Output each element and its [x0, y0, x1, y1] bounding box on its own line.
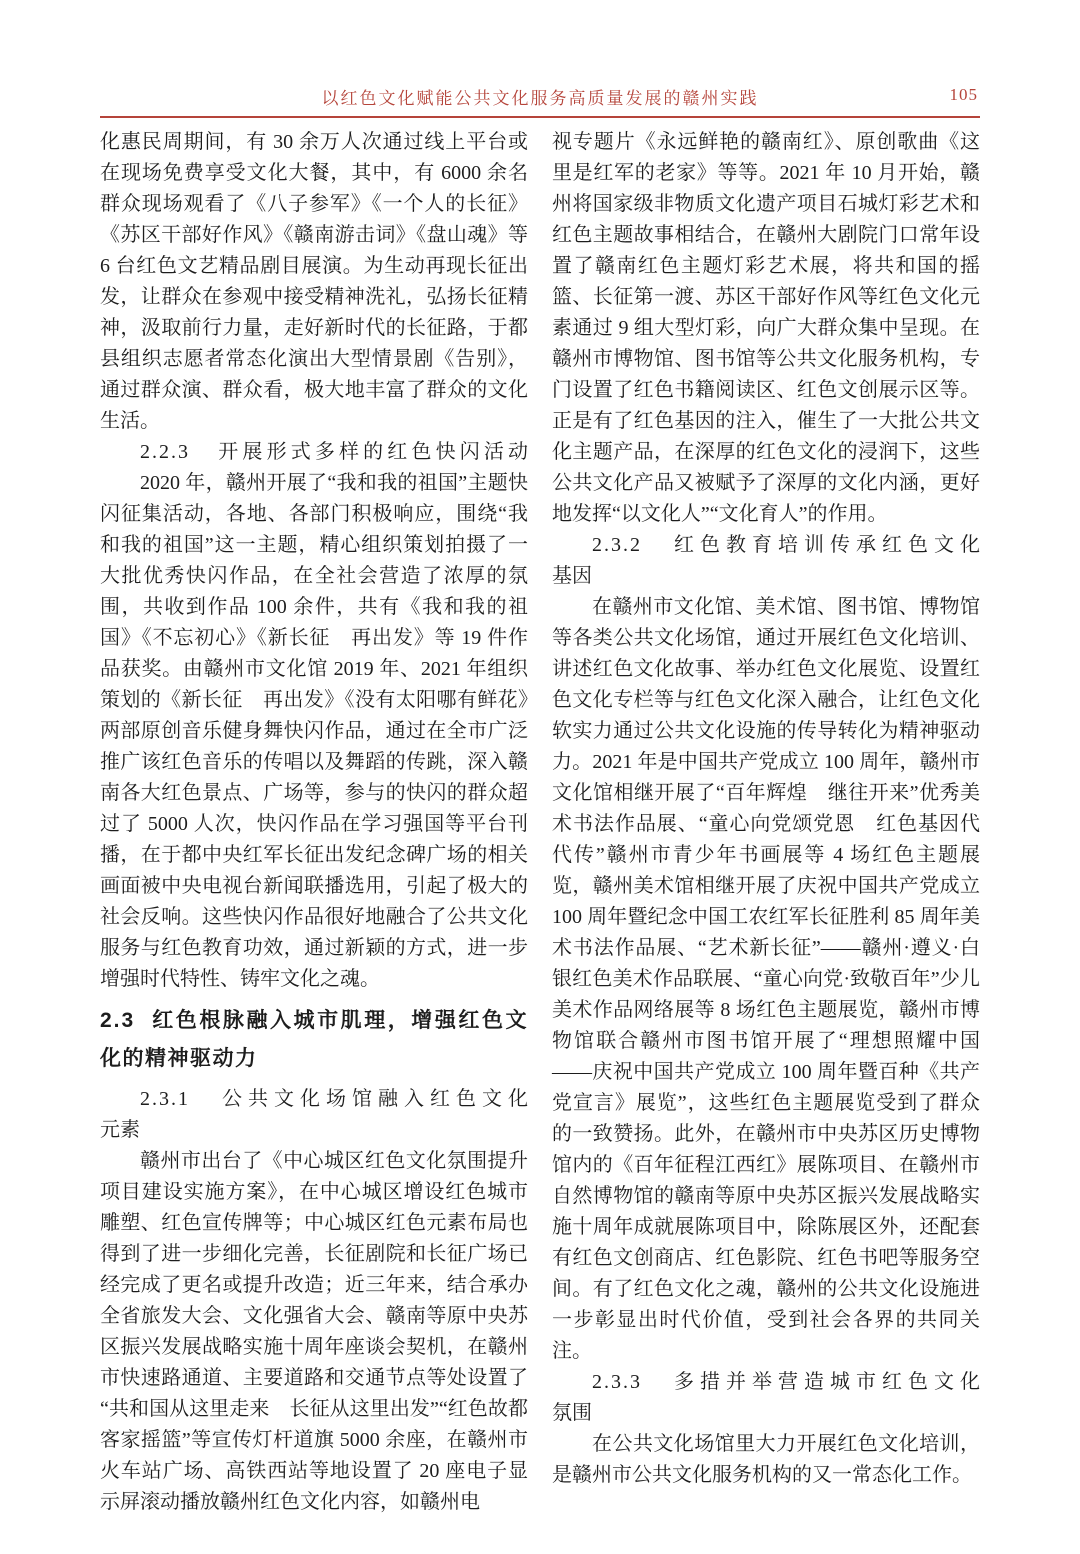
body-paragraph: 在公共文化场馆里大力开展红色文化培训，是赣州市公共文化服务机构的又一常态化工作。	[552, 1433, 980, 1486]
running-head-title: 以红色文化赋能公共文化服务高质量发展的赣州实践	[321, 89, 759, 108]
subsection-heading	[100, 437, 528, 468]
page-header	[100, 84, 980, 110]
subsection-number: 2.3.2	[592, 534, 642, 556]
body-paragraph: 在赣州市文化馆、美术馆、图书馆、博物馆等各类公共文化场馆，通过开展红色文化培训、讲述红色文化故事、举办红色文化展览、设置红色文化专栏等与红色文化深入融合，让红色文化软实力通过公共文化设施的传导转化为精神驱动力。2021 年是中国共产党成立 100 周年，赣州市文化馆相继开展了“百年辉煌 继往开来”优秀美术书法作品展、“童心向党颂党恩 红色基因代代传”赣州市青少年书画展等 4 场红色主题展览，赣州美术馆相继开展了庆祝中国共产党成立 100 周年暨纪念中国工农红军长征胜利 85 周年美术书法作品展、“艺术新长征”——赣州·遵义·白银红色美术作品联展、“童心向党·致敬百年”少儿美术作品网络展等 8 场红色主题展览，赣州市博物馆联合赣州市图书馆开展了“理想照耀中国——庆祝中国共产党成立 100 周年暨百种《共产党宣言》展览”，这些红色主题展览受到了群众的一致赞扬。此外，在赣州市中央苏区历史博物馆内的《百年征程江西红》展陈项目、在赣州市自然博物馆的赣南等原中央苏区振兴发展战略实施十周年成就展陈项目中，除陈展区外，还配套有红色文创商店、红色影院、红色书吧等服务空间。有了红色文化之魂，赣州的公共文化设施进一步彰显出时代价值，受到社会各界的共同关注。	[552, 596, 980, 1362]
subsection-title-carry: 元素	[100, 1119, 140, 1141]
section-number: 2.3	[100, 1009, 136, 1032]
subsection-number: 2.3.3	[592, 1371, 642, 1393]
left-column	[100, 127, 548, 1518]
body-paragraph: 2020 年，赣州开展了“我和我的祖国”主题快闪征集活动，各地、各部门积极响应，围绕“我和我的祖国”这一主题，精心组织策划拍摄了一大批优秀快闪作品，在全社会营造了浓厚的氛围，共收到作品 100 余件，共有《我和我的祖国》《不忘初心》《新长征 再出发》等 19 件作品获奖。由赣州市文化馆 2019 年、2021 年组织策划的《新长征 再出发》《没有太阳哪有鲜花》两部原创音乐健身舞快闪作品，通过在全市广泛推广该红色音乐的传唱以及舞蹈的传跳，深入赣南各大红色景点、广场等，参与的快闪的群众超过了 5000 人次，快闪作品在学习强国等平台刊播，在于都中央红军长征出发纪念碑广场的相关画面被中央电视台新闻联播选用，引起了极大的社会反响。这些快闪作品很好地融合了公共文化服务与红色教育功效，通过新颖的方式，进一步增强时代特性、铸牢文化之魂。	[100, 472, 528, 990]
subsection-number: 2.3.1	[140, 1088, 190, 1110]
page-number: 105	[949, 85, 978, 104]
body-paragraph: 赣州市出台了《中心城区红色文化氛围提升项目建设实施方案》，在中心城区增设红色城市雕塑、红色宣传牌等；中心城区红色元素布局也得到了进一步细化完善，长征剧院和长征广场已经完成了更名或提升改造；近三年来，结合承办全省旅发大会、文化强省大会、赣南等原中央苏区振兴发展战略实施十周年座谈会契机，在赣州市快速路通道、主要道路和交通节点等处设置了“共和国从这里走来 长征从这里出发”“红色故都 客家摇篮”等宣传灯杆道旗 5000 余座，在赣州市火车站广场、高铁西站等地设置了 20 座电子显示屏滚动播放赣州红色文化内容，如赣州电	[100, 1150, 548, 1513]
subsection-title: 红色教育培训传承红色文化	[642, 534, 980, 556]
subsection-heading	[552, 530, 980, 561]
body-paragraph: 视专题片《永远鲜艳的赣南红》、原创歌曲《这里是红军的老家》等等。2021 年 10 月开始，赣州将国家级非物质文化遗产项目石城灯彩艺术和红色主题故事相结合，在赣州大剧院门口常年设置了赣南红色主题灯彩艺术展，将共和国的摇篮、长征第一渡、苏区干部好作风等红色文化元素通过 9 组大型灯彩，向广大群众集中呈现。在赣州市博物馆、图书馆等公共文化服务机构，专门设置了红色书籍阅读区、红色文创展示区等。正是有了红色基因的注入，催生了一大批公共文化主题产品，在深厚的红色文化的浸润下，这些公共文化产品又被赋予了深厚的文化内涵，更好地发挥“以文化人”“文化育人”的作用。	[552, 131, 980, 525]
section-title: 红色根脉融入城市肌理，增强红色文化的精神驱动力	[100, 1009, 528, 1070]
subsection-heading	[100, 1084, 528, 1115]
subsection-title-carry: 氛围	[552, 1402, 592, 1424]
section-heading	[100, 1002, 528, 1078]
right-column	[552, 127, 980, 1518]
subsection-number: 2.2.3	[140, 441, 190, 463]
header-rule	[100, 116, 980, 118]
subsection-title: 多措并举营造城市红色文化	[642, 1371, 980, 1393]
subsection-title: 开展形式多样的红色快闪活动	[190, 441, 528, 463]
subsection-heading	[552, 1367, 980, 1398]
text-columns	[100, 127, 980, 1518]
subsection-title-carry: 基因	[552, 565, 592, 587]
body-paragraph: 化惠民周期间，有 30 余万人次通过线上平台或在现场免费享受文化大餐，其中，有 6000 余名群众现场观看了《八子参军》《一个人的长征》《苏区干部好作风》《赣南游击词》《盘山魂》等 6 台红色文艺精品剧目展演。为生动再现长征出发，让群众在参观中接受精神洗礼，弘扬长征精神，汲取前行力量，走好新时代的长征路，于都县组织志愿者常态化演出大型情景剧《告别》，通过群众演、群众看，极大地丰富了群众的文化生活。	[100, 131, 528, 432]
subsection-title: 公共文化场馆融入红色文化	[190, 1088, 528, 1110]
